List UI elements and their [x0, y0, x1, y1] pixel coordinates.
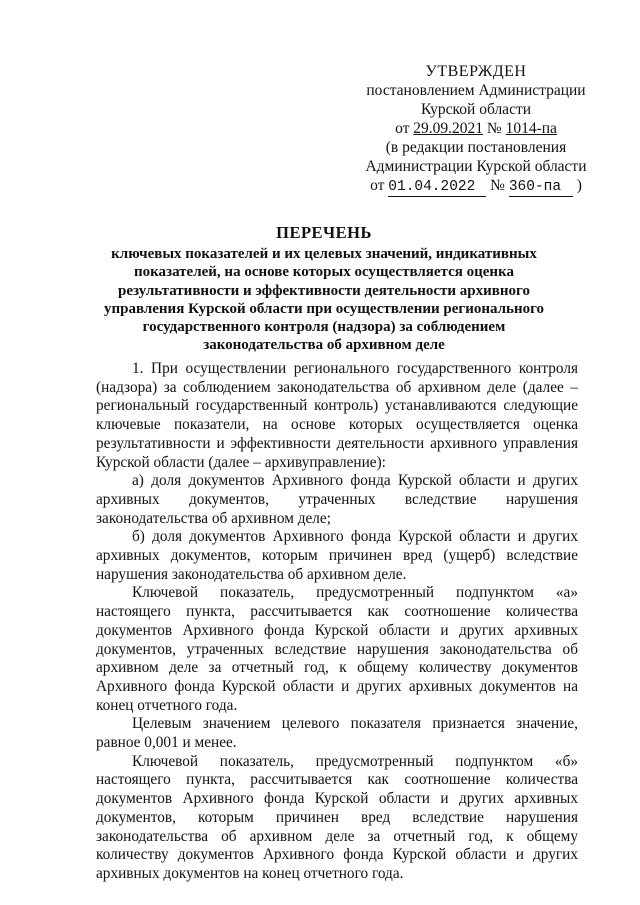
approval-date-line [360, 119, 592, 138]
approval-stamp [360, 62, 592, 197]
document-heading [96, 222, 552, 355]
amendment-date-prefix: от [370, 177, 385, 194]
paragraph-4: Ключевой показатель, предусмотренный подпунктом «а» настоящего пункта, рассчитывается как соотношение количества документов Архивного фонда Курской области и других архивных документов, утраченных вследствие нарушения законодательства об архивном деле за отчетный год, к общему количеству документов Архивного фонда Курской области и других архивных документов на конец отчетного года. [96, 584, 578, 714]
paragraph-1: 1. При осуществлении регионального государственного контроля (надзора) за соблюдением законодательства об архивном деле (далее – региональный государственный контроль) устанавливаются следующие ключевые показатели, на основе которых осуществляется оценка результативности и эффективности деятельности архивного управления Курской области (далее – архивуправление): [96, 360, 578, 471]
approval-title: УТВЕРЖДЕН [425, 63, 527, 80]
amendment-date: 01.04.2022 [388, 179, 486, 197]
approval-line-2: Курской области [420, 101, 532, 118]
amendment-close-paren: ) [576, 177, 582, 194]
amendment-line-2: Администрации Курской области [365, 158, 587, 175]
paragraph-3: б) доля документов Архивного фонда Курской области и других архивных документов, которым причинен вред (ущерб) вследствие нарушения законодательства об архивном деле. [96, 528, 578, 583]
approval-number-prefix: № [486, 120, 502, 137]
document-body [96, 360, 578, 884]
document-title: ПЕРЕЧЕНЬ [276, 223, 372, 242]
amendment-line-1: (в редакции постановления [385, 139, 567, 156]
approval-number: 1014-па [505, 120, 557, 137]
approval-date: 29.09.2021 [413, 120, 484, 137]
approval-date-prefix: от [395, 120, 410, 137]
amendment-date-line [360, 176, 592, 197]
paragraph-6: Ключевой показатель, предусмотренный подпунктом «б» настоящего пункта, рассчитывается как соотношение количества документов Архивного фонда Курской области и других архивных документов, которым причинен вред вследствие нарушения законодательства об архивном деле за отчетный год, к общему количеству документов Архивного фонда Курской области и других архивных документов на конец отчетного года. [96, 752, 578, 882]
paragraph-5: Целевым значением целевого показателя признается значение, равное 0,001 и менее. [96, 715, 578, 752]
document-subtitle: ключевых показателей и их целевых значений, индикативных показателей, на основе которых осуществляется оценка результативности и эффективности деятельности архивного управления Курской области при осуществлении регионального государственного контроля (надзора) за соблюдением законодательства об архивном деле [103, 246, 545, 354]
amendment-number: 360-па [509, 179, 573, 197]
approval-line-1: постановлением Администрации [366, 82, 586, 99]
amendment-number-prefix: № [490, 177, 505, 194]
paragraph-2: а) доля документов Архивного фонда Курской области и других архивных документов, утраченных вследствие нарушения законодательства об архивном деле; [96, 472, 578, 527]
